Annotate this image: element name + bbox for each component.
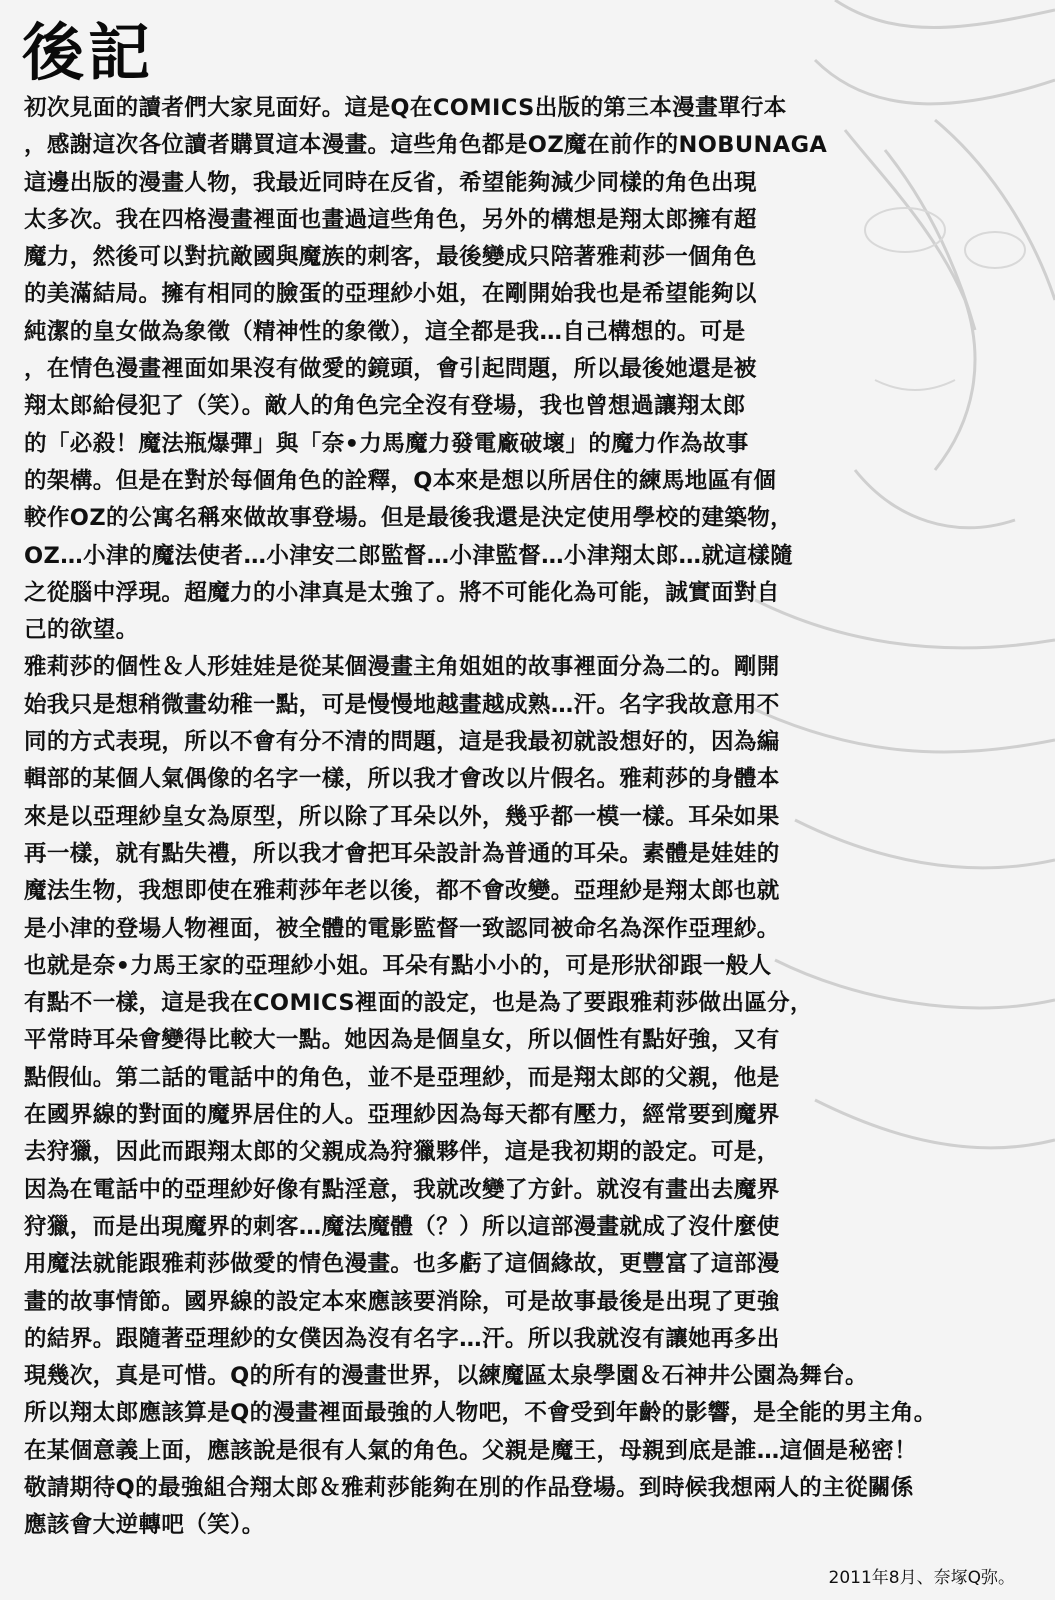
text-line: 之從腦中浮現。超魔力的小津真是太強了。將不可能化為可能，誠實面對自 xyxy=(24,579,780,606)
text-line: 平常時耳朵會變得比較大一點。她因為是個皇女，所以個性有點好強，又有 xyxy=(24,1027,780,1054)
text-line: 因為在電話中的亞理紗好像有點淫意，我就改變了方針。就沒有畫出去魔界 xyxy=(24,1176,780,1203)
text-line: ，感謝這次各位讀者購買這本漫畫。這些角色都是OZ魔在前作的NOBUNAGA xyxy=(24,132,828,159)
text-line: 魔法生物，我想即使在雅莉莎年老以後，都不會改變。亞理紗是翔太郎也就 xyxy=(24,878,780,905)
page-title: 後記 xyxy=(22,16,155,89)
text-line: 這邊出版的漫畫人物，我最近同時在反省，希望能夠減少同樣的角色出現 xyxy=(24,169,757,196)
afterword-body xyxy=(24,90,1034,1545)
text-line: 的結界。跟隨著亞理紗的女僕因為沒有名字…汗。所以我就沒有讓她再多出 xyxy=(24,1325,780,1352)
text-line: 初次見面的讀者們大家見面好。這是Q在COMICS出版的第三本漫畫單行本 xyxy=(24,95,787,121)
text-line: 用魔法就能跟雅莉莎做愛的情色漫畫。也多虧了這個緣故，更豐富了這部漫 xyxy=(24,1251,780,1278)
text-line: 所以翔太郎應該算是Q的漫畫裡面最強的人物吧，不會受到年齡的影響，是全能的男主角。 xyxy=(24,1400,937,1427)
text-line: 的架構。但是在對於每個角色的詮釋，Q本來是想以所居住的練馬地區有個 xyxy=(24,467,777,494)
signature-date: 2011年8月、奈塚Q弥。 xyxy=(828,1568,1015,1588)
text-line: 狩獵，而是出現魔界的刺客…魔法魔體（？）所以這部漫畫就成了沒什麼使 xyxy=(24,1213,780,1240)
text-line: 點假仙。第二話的電話中的角色，並不是亞理紗，而是翔太郎的父親，他是 xyxy=(24,1064,780,1091)
text-line: 再一樣，就有點失禮，所以我才會把耳朵設計為普通的耳朵。素體是娃娃的 xyxy=(24,840,780,867)
text-line: 在某個意義上面，應該說是很有人氣的角色。父親是魔王，母親到底是誰…這個是秘密！ xyxy=(24,1437,918,1464)
text-line: 翔太郎給侵犯了（笑）。敵人的角色完全沒有登場，我也曾想過讓翔太郎 xyxy=(24,393,746,420)
text-line: 有點不一樣，這是我在COMICS裡面的設定，也是為了要跟雅莉莎做出區分， xyxy=(24,990,813,1017)
text-line: 較作OZ的公寓名稱來做故事登場。但是最後我還是決定使用學校的建築物， xyxy=(24,505,794,532)
text-line: ，在情色漫畫裡面如果沒有做愛的鏡頭，會引起問題，所以最後她還是被 xyxy=(24,356,757,383)
text-line: 來是以亞理紗皇女為原型，所以除了耳朵以外，幾乎都一模一樣。耳朵如果 xyxy=(24,803,780,830)
text-line: 現幾次，真是可惜。Q的所有的漫畫世界，以練魔區太泉學園＆石神井公園為舞台。 xyxy=(24,1363,868,1390)
text-line: 在國界線的對面的魔界居住的人。亞理紗因為每天都有壓力，經常要到魔界 xyxy=(24,1102,780,1129)
text-line: 始我只是想稍微畫幼稚一點，可是慢慢地越畫越成熟…汗。名字我故意用不 xyxy=(24,691,780,718)
text-line: 輯部的某個人氣偶像的名字一樣，所以我才會改以片假名。雅莉莎的身體本 xyxy=(24,766,780,793)
text-line: 同的方式表現，所以不會有分不清的問題，這是我最初就設想好的，因為編 xyxy=(24,729,780,756)
text-line: OZ…小津的魔法使者…小津安二郎監督…小津監督…小津翔太郎…就這樣隨 xyxy=(24,542,794,569)
text-line: 畫的故事情節。國界線的設定本來應該要消除，可是故事最後是出現了更強 xyxy=(24,1288,780,1315)
text-line: 去狩獵，因此而跟翔太郎的父親成為狩獵夥伴，這是我初期的設定。可是， xyxy=(24,1139,780,1166)
text-line: 太多次。我在四格漫畫裡面也畫過這些角色，另外的構想是翔太郎擁有超 xyxy=(24,206,757,233)
text-line: 的美滿結局。擁有相同的臉蛋的亞理紗小姐，在剛開始我也是希望能夠以 xyxy=(24,281,757,308)
text-line: 雅莉莎的個性＆人形娃娃是從某個漫畫主角姐姐的故事裡面分為二的。剛開 xyxy=(24,654,780,681)
text-line: 的「必殺！魔法瓶爆彈」與「奈•力馬魔力發電廠破壞」的魔力作為故事 xyxy=(24,430,749,457)
text-line: 也就是奈•力馬王家的亞理紗小姐。耳朵有點小小的，可是形狀卻跟一般人 xyxy=(24,952,772,979)
text-line: 魔力，然後可以對抗敵國與魔族的刺客，最後變成只陪著雅莉莎一個角色 xyxy=(24,244,757,271)
text-line: 是小津的登場人物裡面，被全體的電影監督一致認同被命名為深作亞理紗。 xyxy=(24,915,780,942)
text-line: 純潔的皇女做為象徵（精神性的象徵），這全都是我…自己構想的。可是 xyxy=(24,318,746,345)
text-line: 敬請期待Q的最強組合翔太郎＆雅莉莎能夠在別的作品登場。到時候我想兩人的主從關係 xyxy=(24,1474,914,1501)
text-line: 己的欲望。 xyxy=(24,617,139,644)
text-line: 應該會大逆轉吧（笑）。 xyxy=(24,1512,265,1539)
